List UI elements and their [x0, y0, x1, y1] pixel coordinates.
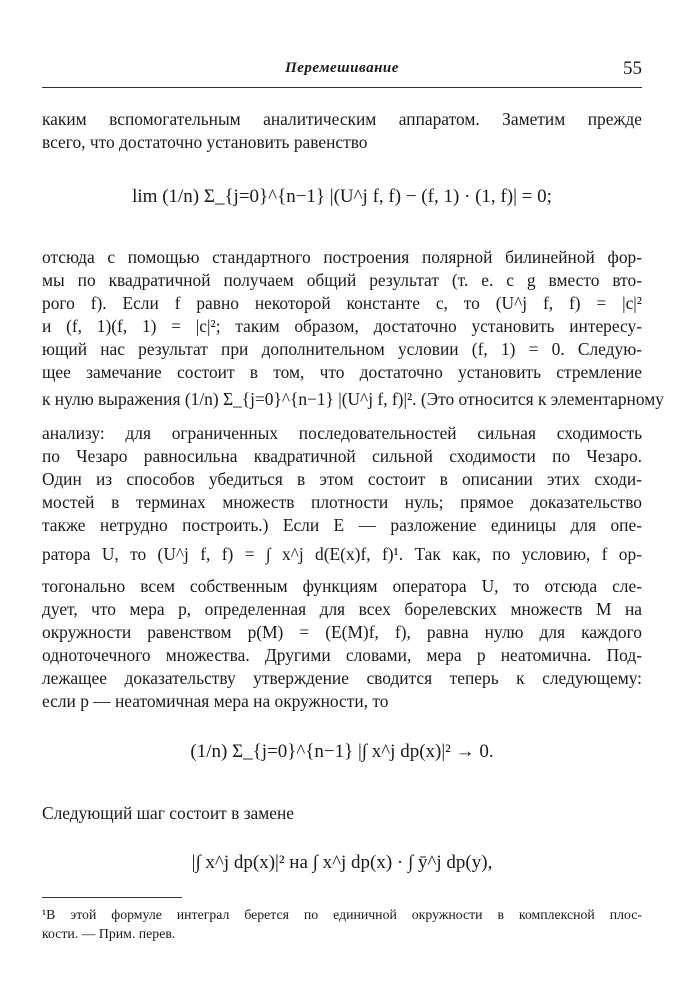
footnote-line: кости. — Прим. перев. — [42, 926, 176, 941]
page-number: 55 — [623, 58, 642, 79]
running-title: Перемешивание — [285, 60, 399, 76]
text-line: Следующий шаг состоит в замене — [42, 803, 295, 823]
text-line: к нулю выражения (1/n) Σ_{j=0}^{n−1} |(U^j f, f)|². (Это относится к элементарному — [42, 389, 664, 409]
text-line: мостей в терминах множеств плотности нуль; прямое доказательство — [42, 492, 642, 512]
text-line: также нетрудно построить.) Если E — разложение единицы для опе- — [42, 515, 642, 535]
text-line: и (f, 1)(f, 1) = |c|²; таким образом, достаточно установить интересу- — [42, 316, 642, 336]
text-line: Один из способов убедиться в этом состоит в описании этих сходи- — [42, 469, 642, 489]
text-line: отсюда с помощью стандартного построения полярной билинейной фор- — [42, 247, 642, 267]
equation-3: |∫ x^j dp(x)|² на ∫ x^j dp(x) · ∫ ȳ^j dp(y), — [191, 852, 493, 873]
header-rule — [42, 87, 642, 88]
text-line: тогонально всем собственным функциям оператора U, то отсюда сле- — [42, 576, 642, 596]
text-line: мы по квадратичной получаем общий результат (т. е. с g вместо вто- — [42, 270, 642, 290]
text-line: дует, что мера p, определенная для всех борелевских множеств M на — [42, 599, 642, 619]
text-line: окружности равенством p(M) = (E(M)f, f), равна нулю для каждого — [42, 622, 642, 642]
page-header — [42, 58, 642, 82]
text-line: рого f). Если f равно некоторой константе c, то (U^j f, f) = |c|² — [42, 293, 642, 313]
footnote-line: ¹В этой формуле интеграл берется по единичной окружности в комплексной плос- — [42, 907, 642, 922]
equation-1: lim (1/n) Σ_{j=0}^{n−1} |(U^j f, f) − (f, 1) · (1, f)| = 0; — [132, 186, 552, 207]
text-line: одноточечного множества. Другими словами, мера p неатомична. Под- — [42, 645, 642, 665]
text-line: ющий нас результат при дополнительном условии (f, 1) = 0. Следую- — [42, 339, 642, 359]
text-line: анализу: для ограниченных последовательностей сильная сходимость — [42, 423, 642, 443]
text-line: лежащее доказательству утверждение сводится теперь к следующему: — [42, 668, 642, 688]
footnote-rule — [42, 897, 182, 898]
equation-2: (1/n) Σ_{j=0}^{n−1} |∫ x^j dp(x)|² → 0. — [190, 741, 494, 762]
text-line: ратора U, то (U^j f, f) = ∫ x^j d(E(x)f, f)¹. Так как, по условию, f ор- — [42, 544, 642, 564]
text-line: если p — неатомичная мера на окружности, то — [42, 691, 389, 711]
text-line: всего, что достаточно установить равенство — [42, 132, 368, 152]
text-line: каким вспомогательным аналитическим аппаратом. Заметим прежде — [42, 109, 642, 129]
text-line: щее замечание состоит в том, что достаточно установить стремление — [42, 362, 642, 382]
text-line: по Чезаро равносильна квадратичной сильной сходимости по Чезаро. — [42, 446, 642, 466]
